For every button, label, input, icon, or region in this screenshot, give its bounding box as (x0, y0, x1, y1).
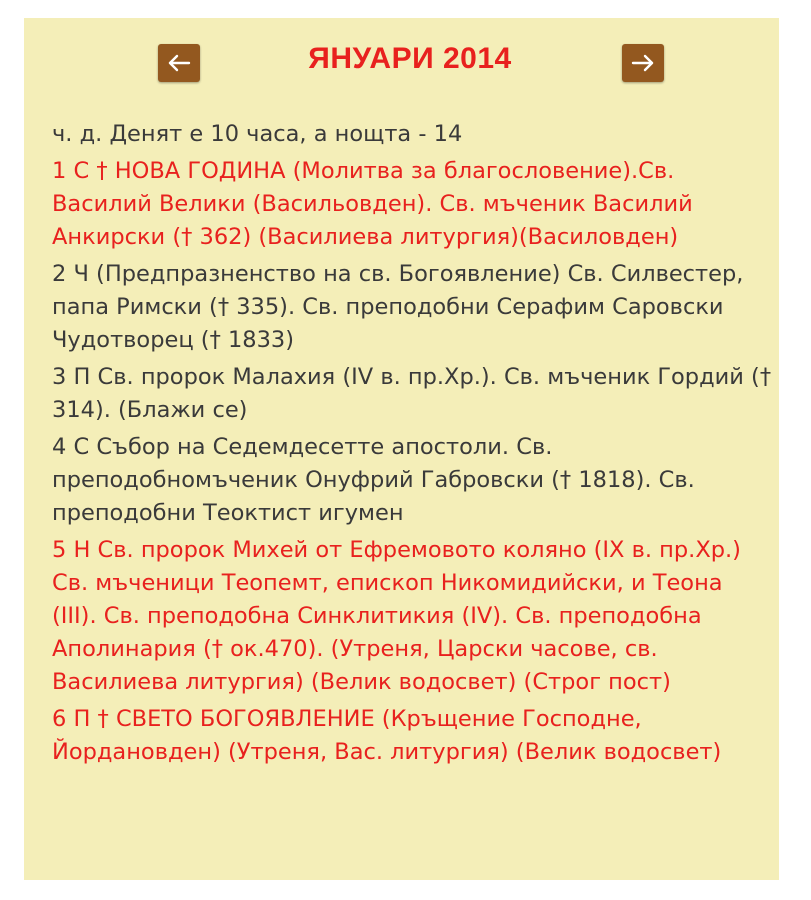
prev-month-button[interactable] (158, 44, 200, 82)
calendar-entry[interactable]: 5 Н Св. пророк Михей от Ефремовото коляно (IX в. пр.Хр.) Св. мъченици Теопемт, епископ Никомидийски, и Теона (III). Св. преподобна Синклитикия (IV). Св. преподобна Аполинария († ок.470). (Утреня, Царски часове, св. Василиева литургия) (Велик водосвет) (Строг пост) (52, 537, 741, 695)
next-month-button[interactable] (622, 44, 664, 82)
month-header (24, 18, 779, 108)
calendar-entry[interactable]: 4 С Събор на Седемдесетте апостоли. Св. преподобномъченик Онуфрий Габровски († 1818). Св. преподобни Теоктист игумен (52, 434, 695, 526)
calendar-list (52, 118, 772, 773)
arrow-left-icon (166, 53, 192, 73)
calendar-entry[interactable]: 6 П † СВЕТО БОГОЯВЛЕНИЕ (Кръщение Господне, Йордановден) (Утреня, Вас. литургия) (Велик водосвет) (52, 706, 722, 765)
arrow-right-icon (630, 53, 656, 73)
month-title: ЯНУАРИ 2014 (308, 42, 512, 75)
daylight-info: ч. д. Денят е 10 часа, а нощта - 14 (52, 121, 463, 147)
calendar-entry[interactable]: 3 П Св. пророк Малахия (IV в. пр.Хр.). Св. мъченик Гордий († 314). (Блажи се) (52, 364, 772, 423)
calendar-entry[interactable]: 1 С † НОВА ГОДИНА (Молитва за благословение).Св. Василий Велики (Васильовден). Св. мъченик Василий Анкирски († 362) (Василиева литургия)(Василовден) (52, 158, 693, 250)
calendar-entry[interactable]: 2 Ч (Предпразненство на св. Богоявление) Св. Силвестер, папа Римски († 335). Св. преподобни Серафим Саровски Чудотворец († 1833) (52, 261, 744, 353)
calendar-panel (24, 18, 779, 880)
